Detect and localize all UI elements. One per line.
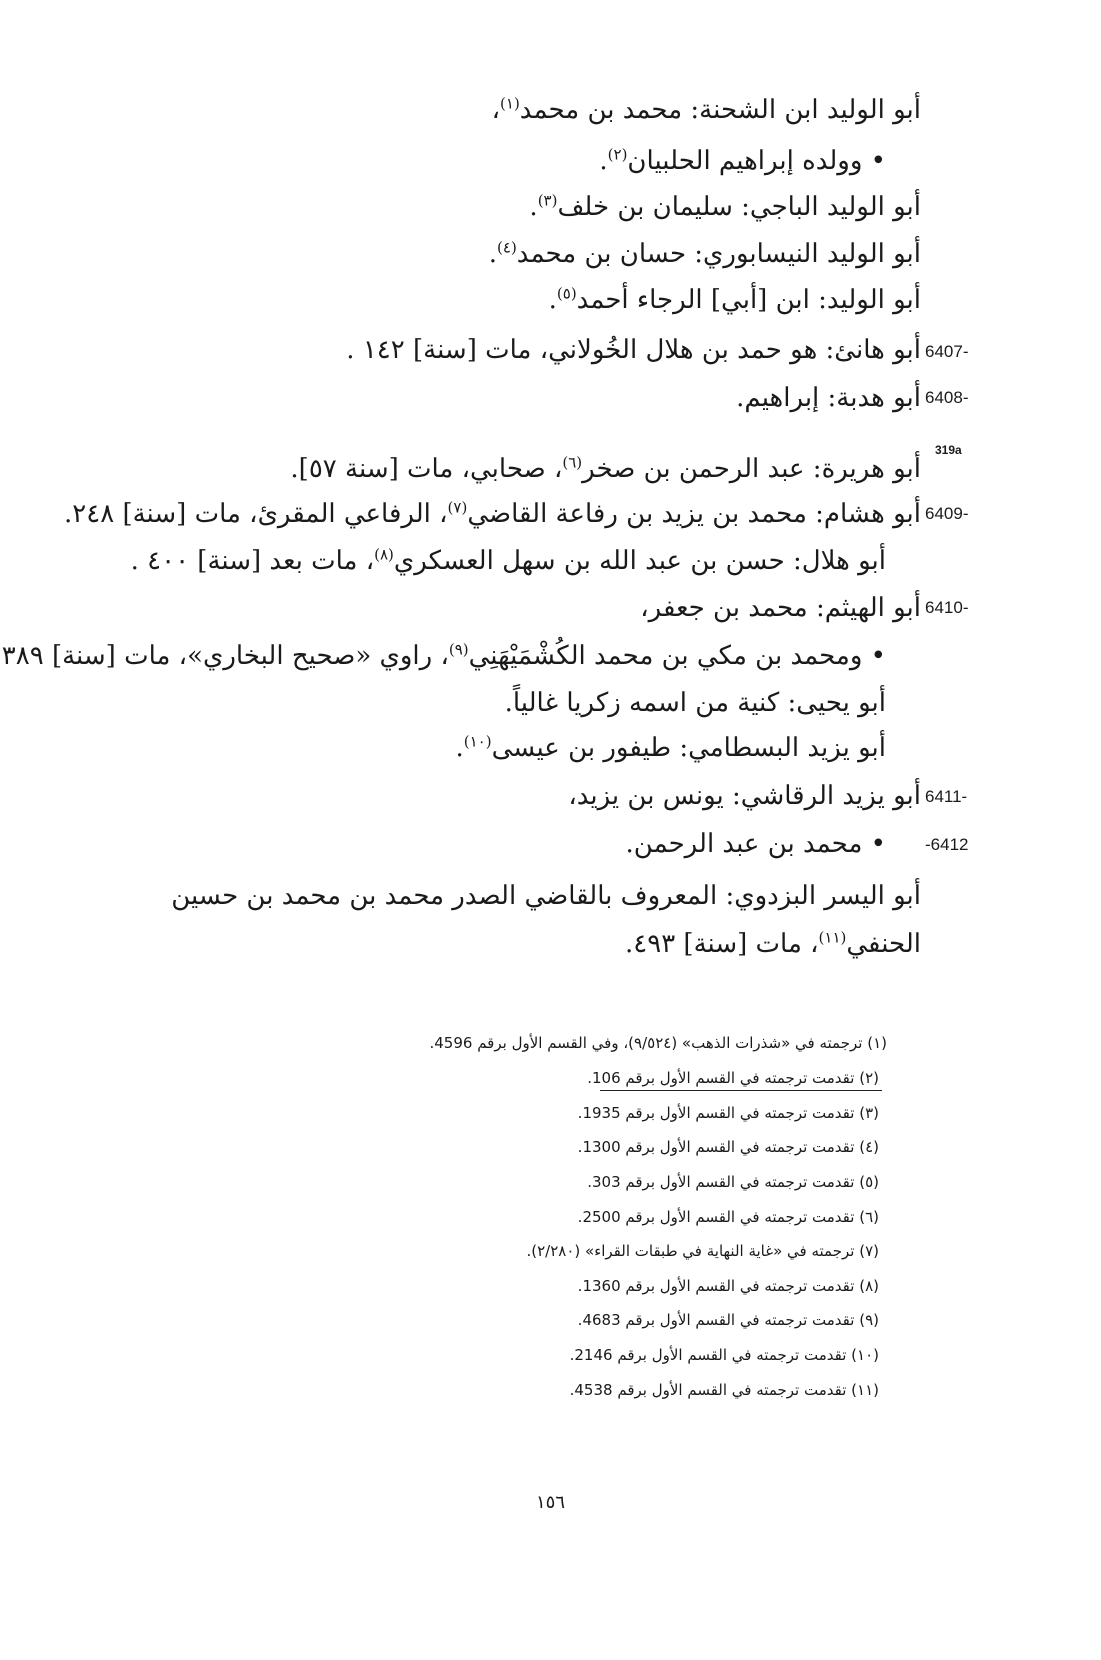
- folio-marker: 319a: [935, 443, 962, 457]
- entry-abu-al-haytham: أبو الهيثم: محمد بن جعفر،: [640, 593, 921, 623]
- footnote-ref[interactable]: (١٠): [463, 732, 492, 751]
- footnote-7: (٧) ترجمته في «غاية النهاية في طبقات القراء» (٢/٢٨٠).: [526, 1242, 879, 1260]
- entry-abu-al-walid-ibn-al-shihna: أبو الوليد ابن الشحنة: محمد بن محمد$^{(١)}$،: [491, 94, 921, 125]
- footnote-4: (٤) تقدمت ترجمته في القسم الأول برقم 1300.: [577, 1138, 879, 1156]
- footnote-9: (٩) تقدمت ترجمته في القسم الأول برقم 4683.: [577, 1311, 879, 1329]
- entry-abu-al-yusr-al-bazdawi: أبو اليسر البزدوي: المعروف بالقاضي الصدر محمد بن محمد بن حسين الحنفي$^{(١١)}$، مات [سنة] ٤٩٣.: [171, 881, 921, 959]
- page-number: ١٥٦: [535, 1492, 565, 1513]
- entry-waladuhu-ibrahim: • وولده إبراهيم الحلبيان$^{(٢)}$.: [599, 145, 886, 176]
- footnote-ref[interactable]: (٩): [448, 640, 469, 659]
- footnote-ref[interactable]: (٣): [537, 191, 558, 210]
- entry-abu-yazid-al-raqashi: أبو يزيد الرقاشي: يونس بن يزيد،: [568, 781, 921, 811]
- entry-abu-hudba: أبو هدبة: إبراهيم.: [736, 383, 921, 413]
- entry-abu-yahya: أبو يحيى: كنية من اسمه زكريا غالياً.: [504, 688, 886, 718]
- footnote-ref[interactable]: (٥): [556, 284, 577, 303]
- footnote-ref[interactable]: (٦): [562, 453, 583, 472]
- footnote-8: (٨) تقدمت ترجمته في القسم الأول برقم 1360.: [577, 1277, 879, 1295]
- footnote-5: (٥) تقدمت ترجمته في القسم الأول برقم 303.: [587, 1173, 879, 1191]
- entry-number: 6409-: [925, 504, 969, 523]
- footnote-separator: [600, 1090, 882, 1091]
- entry-number: 6407-: [925, 342, 969, 361]
- footnote-3: (٣) تقدمت ترجمته في القسم الأول برقم 1935.: [577, 1104, 879, 1122]
- entry-number: 6410-: [925, 598, 969, 617]
- footnote-ref[interactable]: (٤): [497, 238, 517, 257]
- footnote-1: (١) ترجمته في «شذرات الذهب» (٩/٥٢٤)، وفي القسم الأول برقم 4596.: [429, 1034, 887, 1052]
- footnote-ref[interactable]: (١): [500, 94, 520, 113]
- footnote-11: (١١) تقدمت ترجمته في القسم الأول برقم 4538.: [569, 1381, 879, 1399]
- entry-abu-al-walid-al-baji: أبو الوليد الباجي: سليمان بن خلف$^{(٣)}$.: [529, 191, 921, 222]
- entry-muhammad-ibn-abd-al-rahman: • محمد بن عبد الرحمن.: [625, 829, 886, 859]
- entry-abu-hisham: أبو هشام: محمد بن يزيد بن رفاعة القاضي$^{(٧)}$، الرفاعي المقرئ، مات [سنة] ٢٤٨.: [64, 498, 921, 529]
- entry-muhammad-ibn-makki: • ومحمد بن مكي بن محمد الكُشْمَيْهَنِي$^{(٩)}$، راوي «صحيح البخاري»، مات [سنة] ٣٨٩: [1, 640, 886, 671]
- entry-number: 6411-: [925, 787, 968, 806]
- footnote-10: (١٠) تقدمت ترجمته في القسم الأول برقم 2146.: [569, 1346, 879, 1364]
- footnote-ref[interactable]: (٨): [374, 545, 394, 564]
- footnote-ref[interactable]: (١١): [818, 928, 847, 947]
- entry-number: -6412: [925, 835, 969, 854]
- entry-abu-hurayra: أبو هريرة: عبد الرحمن بن صخر$^{(٦)}$، صحابي، مات [سنة ٥٧].: [290, 453, 921, 484]
- entry-abu-hani: أبو هانئ: هو حمد بن هلال الخُولاني، مات [سنة] ١٤٢ .: [346, 335, 921, 365]
- footnote-ref[interactable]: (٧): [447, 498, 468, 517]
- entry-number: 6408-: [925, 388, 969, 407]
- footnote-6: (٦) تقدمت ترجمته في القسم الأول برقم 2500.: [577, 1208, 879, 1226]
- footnote-ref[interactable]: (٢): [607, 145, 628, 164]
- entry-abu-al-walid-ibn-abi-al-raja: أبو الوليد: ابن [أبي] الرجاء أحمد$^{(٥)}$.: [548, 284, 921, 315]
- entry-abu-yazid-al-bistami: أبو يزيد البسطامي: طيفور بن عيسى$^{(١٠)}$.: [455, 732, 886, 763]
- footnote-2: (٢) تقدمت ترجمته في القسم الأول برقم 106.: [587, 1069, 879, 1087]
- entry-abu-al-walid-al-naysaburi: أبو الوليد النيسابوري: حسان بن محمد$^{(٤)}$.: [488, 238, 921, 269]
- entry-abu-hilal: أبو هلال: حسن بن عبد الله بن سهل العسكري$^{(٨)}$، مات بعد [سنة] ٤٠٠ .: [130, 545, 886, 576]
